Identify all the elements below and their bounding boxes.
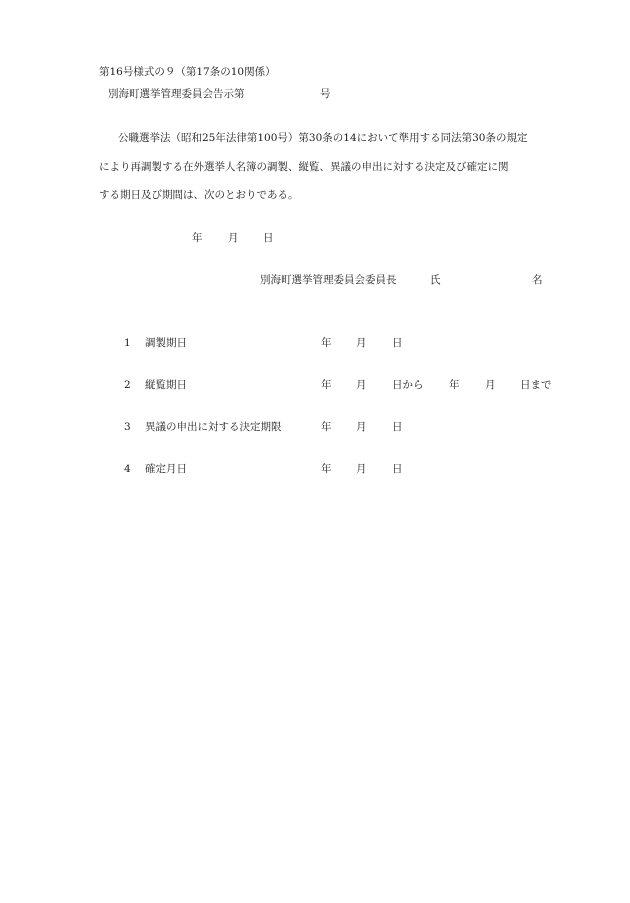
signer-title: 別海町選挙管理委員会委員長 (260, 274, 397, 286)
form-id: 第16号様式の９（第17条の10関係） (99, 66, 276, 78)
item-day: 日 (392, 421, 403, 433)
item-end-year: 年 (449, 379, 460, 391)
item-number: 2 (124, 379, 131, 391)
notice-number-suffix: 号 (320, 88, 331, 100)
item-year: 年 (321, 337, 332, 349)
item-day-until: 日まで (520, 379, 552, 391)
body-line-1: 公職選挙法（昭和25年法律第100号）第30条の14において準用する同法第30条の規定 (118, 132, 528, 144)
body-line-2: により再調製する在外選挙人名簿の調製、縦覧、異議の申出に対する決定及び確定に関 (99, 160, 509, 173)
item-label: 確定月日 (145, 463, 187, 475)
item-month: 月 (356, 463, 367, 475)
signer-name-label: 名 (532, 274, 543, 286)
notice-title-line (108, 88, 331, 100)
signer-line (260, 274, 543, 286)
item-month: 月 (356, 379, 367, 391)
item-number: 1 (124, 337, 131, 349)
body-line-3: する期日及び期間は、次のとおりである。 (99, 189, 299, 201)
date-year: 年 (192, 232, 203, 244)
item-label: 調製期日 (145, 337, 187, 349)
body-paragraph (99, 133, 559, 219)
item-label: 縦覧期日 (145, 379, 187, 391)
item-year: 年 (321, 463, 332, 475)
item-number: 3 (124, 421, 131, 433)
item-end-month: 月 (485, 379, 496, 391)
date-day: 日 (263, 232, 274, 244)
item-month: 月 (356, 421, 367, 433)
item-day-from: 日から (392, 379, 424, 391)
signer-surname-label: 氏 (430, 274, 441, 286)
item-label: 異議の申出に対する決定期限 (145, 421, 282, 433)
item-day: 日 (392, 463, 403, 475)
item-number: 4 (124, 463, 131, 475)
notice-title: 別海町選挙管理委員会告示第 (108, 88, 245, 100)
item-day: 日 (392, 337, 403, 349)
item-year: 年 (321, 421, 332, 433)
item-month: 月 (356, 337, 367, 349)
date-month: 月 (228, 232, 239, 244)
item-year: 年 (321, 379, 332, 391)
